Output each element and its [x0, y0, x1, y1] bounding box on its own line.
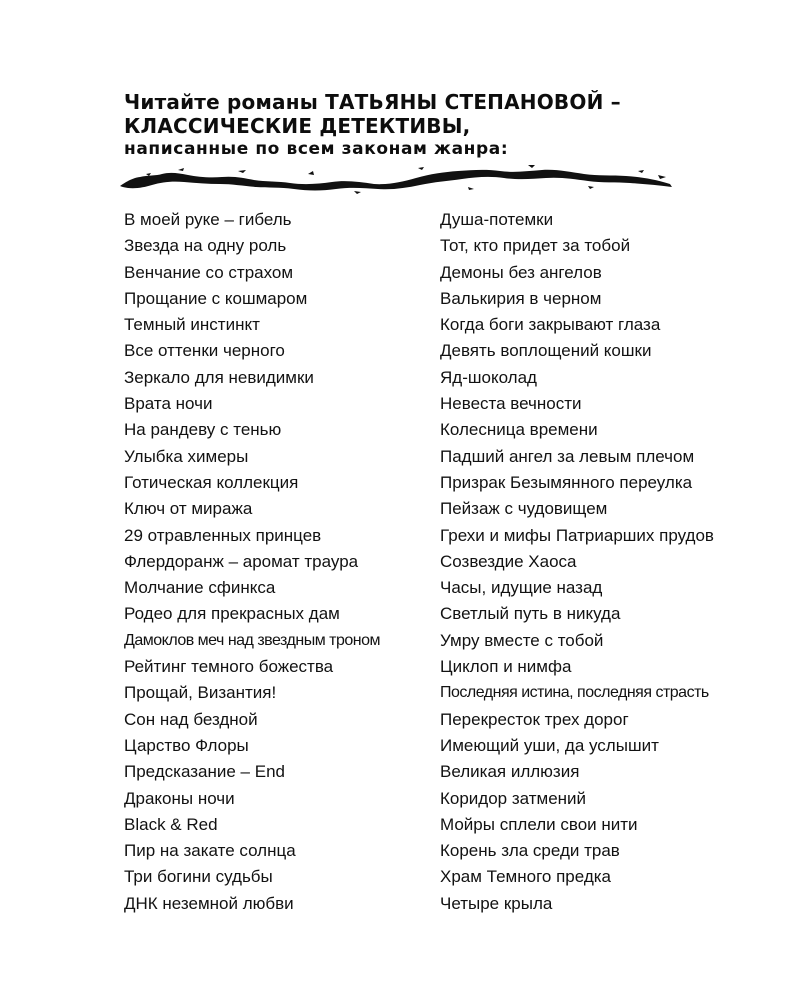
book-title: Звезда на одну роль	[124, 236, 287, 256]
book-title: Царство Флоры	[124, 735, 249, 755]
book-title: Душа-потемки	[440, 210, 554, 229]
book-title: Дамоклов меч над звездным троном	[124, 631, 380, 649]
book-title: Созвездие Хаоса	[440, 551, 577, 571]
book-title: Великая иллюзия	[440, 762, 580, 782]
book-title: На рандеву с тенью	[124, 420, 282, 440]
book-title: Часы, идущие назад	[440, 578, 603, 598]
book-title: Циклоп и нимфа	[440, 657, 572, 677]
book-title: Сон над бездной	[124, 709, 258, 729]
book-title: Пир на закате солнца	[124, 841, 296, 861]
book-title: Предсказание – End	[124, 762, 285, 782]
book-title: Темный инстинкт	[124, 315, 260, 335]
book-title: Светлый путь в никуда	[440, 604, 621, 624]
book-title: Грехи и мифы Патриарших прудов	[440, 525, 714, 545]
book-title: 29 отравленных принцев	[124, 525, 322, 545]
book-title: Колесница времени	[440, 420, 598, 440]
book-title: Корень зла среди трав	[440, 841, 620, 861]
book-title: Последняя истина, последняя страсть	[440, 684, 709, 702]
header-line-3: написанные по всем законам жанра:	[124, 139, 509, 159]
book-title: Венчание со страхом	[124, 262, 294, 282]
book-title: В моей руке – гибель	[124, 210, 292, 229]
book-title: ДНК неземной любви	[124, 893, 294, 913]
book-title: Мойры сплели свои нити	[440, 814, 638, 834]
book-title: Прощание с кошмаром	[124, 288, 308, 308]
book-title: Падший ангел за левым плечом	[440, 446, 695, 466]
book-title: Пейзаж с чудовищем	[440, 499, 608, 519]
book-title: Умру вместе с тобой	[440, 630, 604, 650]
book-title: Три богини судьбы	[124, 867, 273, 887]
book-titles-left	[124, 207, 424, 917]
book-title: Четыре крыла	[440, 893, 553, 913]
book-title: Демоны без ангелов	[440, 262, 602, 282]
header-line-1: Читайте романы ТАТЬЯНЫ СТЕПАНОВОЙ –	[124, 90, 621, 114]
book-title: Драконы ночи	[124, 788, 235, 808]
book-title: Девять воплощений кошки	[440, 341, 652, 361]
book-title: Врата ночи	[124, 394, 213, 414]
page-header	[124, 90, 724, 160]
book-title: Имеющий уши, да услышит	[440, 735, 659, 755]
book-title: Невеста вечности	[440, 394, 582, 414]
book-title: Улыбка химеры	[124, 446, 249, 466]
book-title: Храм Темного предка	[440, 867, 612, 887]
book-title: Перекресток трех дорог	[440, 709, 629, 729]
book-title: Black & Red	[124, 814, 218, 834]
book-titles-right	[440, 207, 770, 917]
book-title: Тот, кто придет за тобой	[440, 236, 631, 256]
book-title: Ключ от миража	[124, 499, 253, 519]
book-title: Флердоранж – аромат траура	[124, 551, 359, 571]
book-title: Валькирия в черном	[440, 288, 602, 308]
book-title: Яд-шоколад	[440, 367, 537, 387]
book-title: Когда боги закрывают глаза	[440, 315, 661, 335]
book-title: Призрак Безымянного переулка	[440, 472, 693, 492]
book-title: Коридор затмений	[440, 788, 587, 808]
book-title: Готическая коллекция	[124, 472, 299, 492]
book-title: Молчание сфинкса	[124, 578, 276, 598]
book-title: Прощай, Византия!	[124, 683, 277, 703]
brush-stroke-divider	[118, 160, 674, 194]
book-title: Зеркало для невидимки	[124, 367, 314, 387]
book-title: Все оттенки черного	[124, 341, 285, 361]
book-title: Родео для прекрасных дам	[124, 604, 340, 624]
header-line-2: КЛАССИЧЕСКИЕ ДЕТЕКТИВЫ,	[124, 114, 471, 138]
book-title: Рейтинг темного божества	[124, 657, 334, 677]
